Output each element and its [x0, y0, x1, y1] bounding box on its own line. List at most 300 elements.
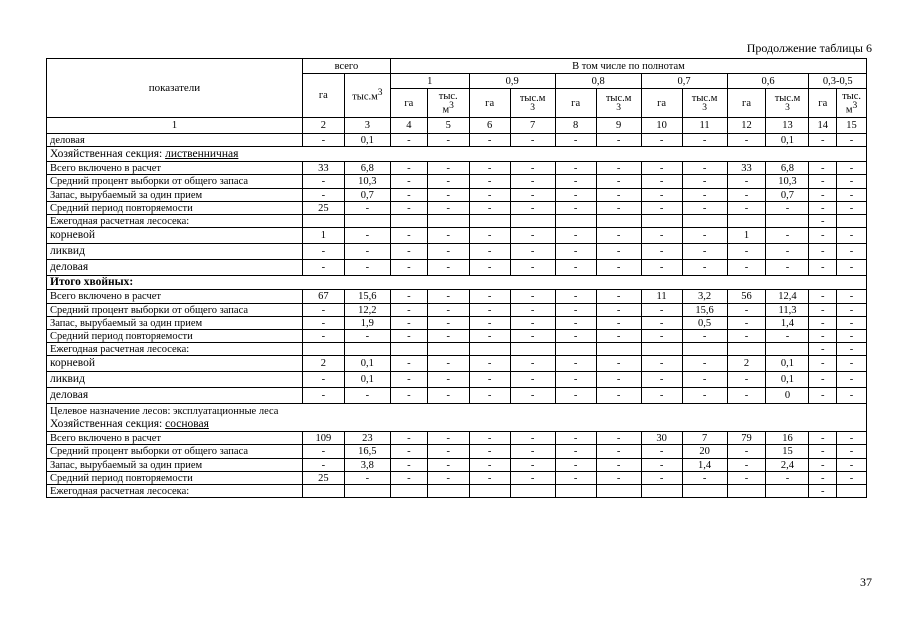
table-row	[47, 162, 867, 175]
table-row	[47, 134, 867, 147]
table-cell: -	[837, 134, 867, 147]
table-cell: 11	[641, 290, 682, 304]
table-row	[47, 175, 867, 189]
table-cell: -	[390, 330, 427, 343]
sub-m3: тыс. $м^3$	[427, 89, 469, 118]
table-cell: -	[596, 330, 641, 343]
row-label: деловая	[47, 388, 303, 404]
header-including: В том числе по полнотам	[390, 59, 866, 74]
table-cell: -	[510, 356, 555, 372]
table-cell: -	[510, 388, 555, 404]
table-cell: -	[727, 175, 766, 189]
table-cell: 3,8	[344, 459, 390, 472]
table-cell	[555, 343, 596, 356]
table-cell: -	[510, 175, 555, 189]
table-row	[47, 215, 867, 228]
table-cell: -	[427, 472, 469, 485]
table-row	[47, 388, 867, 404]
table-cell: -	[682, 162, 727, 175]
table-cell: -	[596, 175, 641, 189]
table-cell: -	[809, 432, 837, 445]
table-cell	[510, 343, 555, 356]
table-cell: -	[427, 432, 469, 445]
row-label: Всего включено в расчет	[47, 290, 303, 304]
section-name: сосновая	[165, 417, 209, 430]
row-label: корневой	[47, 228, 303, 244]
sub-ha: га	[641, 89, 682, 118]
table-cell: -	[837, 317, 867, 330]
table-cell: 6,8	[344, 162, 390, 175]
table-cell: -	[727, 202, 766, 215]
row-label: Запас, вырубаемый за один прием	[47, 189, 303, 202]
row-label: Ежегодная расчетная лесосека:	[47, 343, 303, 356]
table-cell: -	[469, 228, 510, 244]
table-cell: -	[302, 189, 344, 202]
table-cell	[596, 343, 641, 356]
table-cell: -	[302, 459, 344, 472]
table-cell: -	[641, 459, 682, 472]
table-cell: -	[555, 472, 596, 485]
table-row	[47, 343, 867, 356]
forest-purpose: Целевое назначение лесов: эксплуатационные леса	[50, 405, 279, 417]
table-cell: -	[682, 372, 727, 388]
table-cell: -	[344, 260, 390, 276]
table-cell	[682, 343, 727, 356]
table-cell: -	[682, 202, 727, 215]
table-cell: -	[641, 356, 682, 372]
table-cell: -	[390, 202, 427, 215]
table-cell: -	[390, 472, 427, 485]
row-label: деловая	[47, 260, 303, 276]
table-cell: -	[344, 244, 390, 260]
table-cell	[302, 215, 344, 228]
table-cell: -	[469, 388, 510, 404]
table-cell: -	[596, 317, 641, 330]
table-cell: -	[390, 432, 427, 445]
column-number: 2	[302, 118, 344, 134]
total-heading: Итого хвойных:	[47, 276, 867, 290]
table-cell: -	[390, 228, 427, 244]
table-cell: -	[727, 472, 766, 485]
table-cell: 25	[302, 202, 344, 215]
table-cell: -	[727, 134, 766, 147]
table-row	[47, 290, 867, 304]
table-cell: -	[809, 215, 837, 228]
table-cell: -	[427, 356, 469, 372]
table-cell: -	[510, 260, 555, 276]
table-cell: -	[837, 304, 867, 317]
table-cell: -	[427, 445, 469, 459]
table-cell: -	[727, 330, 766, 343]
table-cell: -	[555, 356, 596, 372]
table-cell: 10,3	[344, 175, 390, 189]
table-cell	[766, 343, 809, 356]
row-label: Всего включено в расчет	[47, 162, 303, 175]
table-cell	[596, 215, 641, 228]
table-cell: -	[766, 228, 809, 244]
table-cell: -	[390, 317, 427, 330]
table-cell: -	[641, 244, 682, 260]
table-cell	[390, 215, 427, 228]
table-cell: -	[641, 189, 682, 202]
density-0-3-0-5: 0,3-0,5	[809, 74, 867, 89]
table-cell: -	[510, 459, 555, 472]
table-cell: -	[682, 175, 727, 189]
density-0-9: 0,9	[469, 74, 555, 89]
table-cell: -	[390, 356, 427, 372]
table-cell: 30	[641, 432, 682, 445]
table-cell: -	[555, 388, 596, 404]
table-cell: -	[596, 432, 641, 445]
table-cell: -	[837, 260, 867, 276]
table-cell: -	[390, 175, 427, 189]
table-cell: -	[837, 372, 867, 388]
page-number: 37	[860, 575, 872, 589]
density-1: 1	[390, 74, 469, 89]
column-number-row	[47, 118, 867, 134]
table-cell: -	[809, 304, 837, 317]
table-cell: -	[390, 244, 427, 260]
table-cell	[555, 485, 596, 498]
table-cell: -	[641, 202, 682, 215]
header-total: всего	[302, 59, 390, 74]
table-cell: 0,5	[682, 317, 727, 330]
table-cell: -	[555, 317, 596, 330]
table-cell: -	[555, 244, 596, 260]
table-cell: -	[555, 134, 596, 147]
row-label: Средний процент выборки от общего запаса	[47, 175, 303, 189]
table-cell: -	[641, 175, 682, 189]
table-cell: -	[302, 244, 344, 260]
table-cell: -	[766, 260, 809, 276]
table-cell: -	[809, 472, 837, 485]
row-label: Средний период повторяемости	[47, 330, 303, 343]
table-cell: 16	[766, 432, 809, 445]
sub-m3: тыс.м 3	[596, 89, 641, 118]
table-cell: -	[427, 388, 469, 404]
table-cell: 0,7	[344, 189, 390, 202]
table-cell: -	[682, 356, 727, 372]
table-cell: -	[302, 330, 344, 343]
table-cell: -	[427, 228, 469, 244]
table-cell: 3,2	[682, 290, 727, 304]
table-cell: -	[809, 162, 837, 175]
table-cell	[596, 485, 641, 498]
table-cell	[682, 215, 727, 228]
table-cell: -	[641, 445, 682, 459]
table-cell: -	[596, 290, 641, 304]
column-number: 4	[390, 118, 427, 134]
table-cell: -	[469, 175, 510, 189]
table-cell	[766, 215, 809, 228]
table-cell: -	[469, 134, 510, 147]
table-cell: -	[809, 290, 837, 304]
table-cell	[344, 343, 390, 356]
table-cell: -	[302, 304, 344, 317]
table-cell: -	[469, 432, 510, 445]
table-cell: -	[641, 372, 682, 388]
table-cell: -	[809, 317, 837, 330]
table-cell: -	[837, 290, 867, 304]
column-number: 6	[469, 118, 510, 134]
table-cell: -	[809, 202, 837, 215]
table-cell: 15,6	[344, 290, 390, 304]
table-cell: -	[390, 459, 427, 472]
table-cell: 11,3	[766, 304, 809, 317]
table-cell: -	[727, 189, 766, 202]
table-cell	[469, 485, 510, 498]
table-cell: -	[302, 260, 344, 276]
table-row	[47, 472, 867, 485]
table-cell: 20	[682, 445, 727, 459]
sub-m3: тыс.м 3	[766, 89, 809, 118]
table-cell: -	[555, 202, 596, 215]
table-cell: -	[510, 290, 555, 304]
table-cell: -	[682, 189, 727, 202]
table-cell: -	[427, 134, 469, 147]
table-cell	[469, 343, 510, 356]
table-cell: -	[390, 260, 427, 276]
table-cell: -	[427, 202, 469, 215]
column-number: 8	[555, 118, 596, 134]
table-cell: -	[837, 228, 867, 244]
table-cell: -	[427, 290, 469, 304]
table-cell: -	[596, 445, 641, 459]
column-number: 10	[641, 118, 682, 134]
table-cell: -	[641, 228, 682, 244]
table-cell: -	[555, 445, 596, 459]
column-number: 1	[47, 118, 303, 134]
table-cell: -	[682, 472, 727, 485]
table-cell: -	[344, 472, 390, 485]
table-cell: 25	[302, 472, 344, 485]
table-cell: -	[682, 134, 727, 147]
column-number: 13	[766, 118, 809, 134]
table-cell	[302, 485, 344, 498]
table-cell: -	[727, 244, 766, 260]
row-label: Средний период повторяемости	[47, 472, 303, 485]
table-cell: -	[837, 459, 867, 472]
row-label: корневой	[47, 356, 303, 372]
forest-table	[46, 58, 867, 498]
table-cell: -	[390, 372, 427, 388]
table-cell: -	[469, 260, 510, 276]
table-cell	[469, 215, 510, 228]
table-cell: 15	[766, 445, 809, 459]
table-cell: -	[641, 388, 682, 404]
table-row	[47, 459, 867, 472]
table-row	[47, 432, 867, 445]
column-number: 12	[727, 118, 766, 134]
table-cell: 2,4	[766, 459, 809, 472]
table-cell: -	[555, 290, 596, 304]
table-cell: -	[510, 372, 555, 388]
table-cell: -	[809, 445, 837, 459]
table-cell: -	[510, 472, 555, 485]
table-cell: -	[641, 162, 682, 175]
sub-ha: га	[469, 89, 510, 118]
table-cell: -	[510, 445, 555, 459]
table-cell: -	[727, 459, 766, 472]
table-cell: 2	[727, 356, 766, 372]
table-row	[47, 276, 867, 290]
table-cell: 0,1	[344, 134, 390, 147]
column-number: 3	[344, 118, 390, 134]
table-cell: -	[809, 372, 837, 388]
table-cell: -	[510, 317, 555, 330]
table-cell: -	[809, 244, 837, 260]
table-cell: -	[809, 134, 837, 147]
table-cell	[302, 343, 344, 356]
table-cell: -	[641, 260, 682, 276]
header-total-ha: га	[302, 74, 344, 118]
table-cell: -	[727, 260, 766, 276]
purpose-heading: Целевое назначение лесов: эксплуатационные леса Хозяйственная секция: сосновая	[47, 404, 867, 432]
table-cell: -	[766, 472, 809, 485]
table-cell: -	[837, 244, 867, 260]
table-cell: -	[809, 189, 837, 202]
table-cell: -	[427, 175, 469, 189]
table-cell: -	[302, 134, 344, 147]
header-row-1	[47, 59, 867, 74]
header-total-m3: $тыс.м^3$	[344, 74, 390, 118]
sub-ha: га	[390, 89, 427, 118]
table-cell: -	[469, 472, 510, 485]
table-cell	[344, 215, 390, 228]
table-cell	[727, 343, 766, 356]
table-cell: -	[390, 445, 427, 459]
header-indicators: показатели	[47, 59, 303, 118]
table-cell: 79	[727, 432, 766, 445]
table-cell: -	[344, 330, 390, 343]
table-cell: -	[682, 244, 727, 260]
table-cell: -	[766, 330, 809, 343]
table-cell: -	[390, 290, 427, 304]
row-label: Средний процент выборки от общего запаса	[47, 304, 303, 317]
table-cell: -	[469, 162, 510, 175]
table-cell	[390, 485, 427, 498]
table-cell: -	[837, 356, 867, 372]
table-cell: -	[596, 189, 641, 202]
table-row	[47, 189, 867, 202]
table-cell: 15,6	[682, 304, 727, 317]
table-cell	[682, 485, 727, 498]
table-cell: -	[596, 372, 641, 388]
table-cell: -	[682, 330, 727, 343]
table-cell	[427, 343, 469, 356]
table-cell: 10,3	[766, 175, 809, 189]
table-cell: 12,4	[766, 290, 809, 304]
column-number: 15	[837, 118, 867, 134]
table-cell: -	[809, 485, 837, 498]
column-number: 9	[596, 118, 641, 134]
table-cell: -	[510, 330, 555, 343]
table-cell: -	[427, 304, 469, 317]
table-row	[47, 356, 867, 372]
table-cell: -	[555, 228, 596, 244]
row-label: Всего включено в расчет	[47, 432, 303, 445]
table-row	[47, 372, 867, 388]
table-cell: -	[596, 134, 641, 147]
table-cell	[837, 485, 867, 498]
table-cell	[727, 485, 766, 498]
table-row	[47, 244, 867, 260]
table-cell: 33	[727, 162, 766, 175]
table-cell: -	[809, 459, 837, 472]
table-cell: 0,1	[344, 372, 390, 388]
table-cell: -	[837, 202, 867, 215]
table-row	[47, 260, 867, 276]
table-row	[47, 202, 867, 215]
table-cell: -	[682, 228, 727, 244]
table-row	[47, 330, 867, 343]
table-cell: -	[510, 189, 555, 202]
table-cell: -	[555, 304, 596, 317]
table-cell: -	[427, 162, 469, 175]
column-number: 14	[809, 118, 837, 134]
table-cell: -	[596, 356, 641, 372]
table-cell: -	[766, 202, 809, 215]
table-cell: 6,8	[766, 162, 809, 175]
table-cell: -	[682, 388, 727, 404]
table-cell: -	[837, 189, 867, 202]
table-cell: -	[682, 260, 727, 276]
table-cell: -	[469, 244, 510, 260]
table-cell: -	[427, 372, 469, 388]
density-0-8: 0,8	[555, 74, 641, 89]
table-cell: 0,1	[344, 356, 390, 372]
table-cell: -	[302, 317, 344, 330]
table-cell: -	[344, 202, 390, 215]
table-cell: -	[510, 202, 555, 215]
table-cell: 1,4	[682, 459, 727, 472]
table-cell: -	[837, 445, 867, 459]
table-cell: -	[510, 432, 555, 445]
table-cell	[641, 485, 682, 498]
table-cell: 0	[766, 388, 809, 404]
table-cell: -	[596, 244, 641, 260]
table-cell: -	[390, 304, 427, 317]
table-cell: -	[469, 445, 510, 459]
table-cell: -	[427, 244, 469, 260]
table-cell: -	[809, 343, 837, 356]
table-cell: -	[555, 189, 596, 202]
table-row	[47, 485, 867, 498]
table-cell: 23	[344, 432, 390, 445]
table-cell: -	[555, 432, 596, 445]
table-cell: -	[766, 244, 809, 260]
table-cell: -	[469, 202, 510, 215]
density-0-6: 0,6	[727, 74, 809, 89]
table-cell: 1	[302, 228, 344, 244]
table-cell: 1,9	[344, 317, 390, 330]
table-cell: -	[596, 260, 641, 276]
table-cell: -	[837, 330, 867, 343]
table-cell: -	[469, 304, 510, 317]
table-cell: 56	[727, 290, 766, 304]
table-cell: -	[641, 134, 682, 147]
row-label: Запас, вырубаемый за один прием	[47, 317, 303, 330]
table-cell	[837, 215, 867, 228]
table-cell	[766, 485, 809, 498]
table-row	[47, 304, 867, 317]
table-cell: -	[809, 228, 837, 244]
table-cell: -	[469, 317, 510, 330]
table-cell: -	[427, 189, 469, 202]
row-label: ликвид	[47, 244, 303, 260]
table-cell	[641, 215, 682, 228]
table-cell: 16,5	[344, 445, 390, 459]
